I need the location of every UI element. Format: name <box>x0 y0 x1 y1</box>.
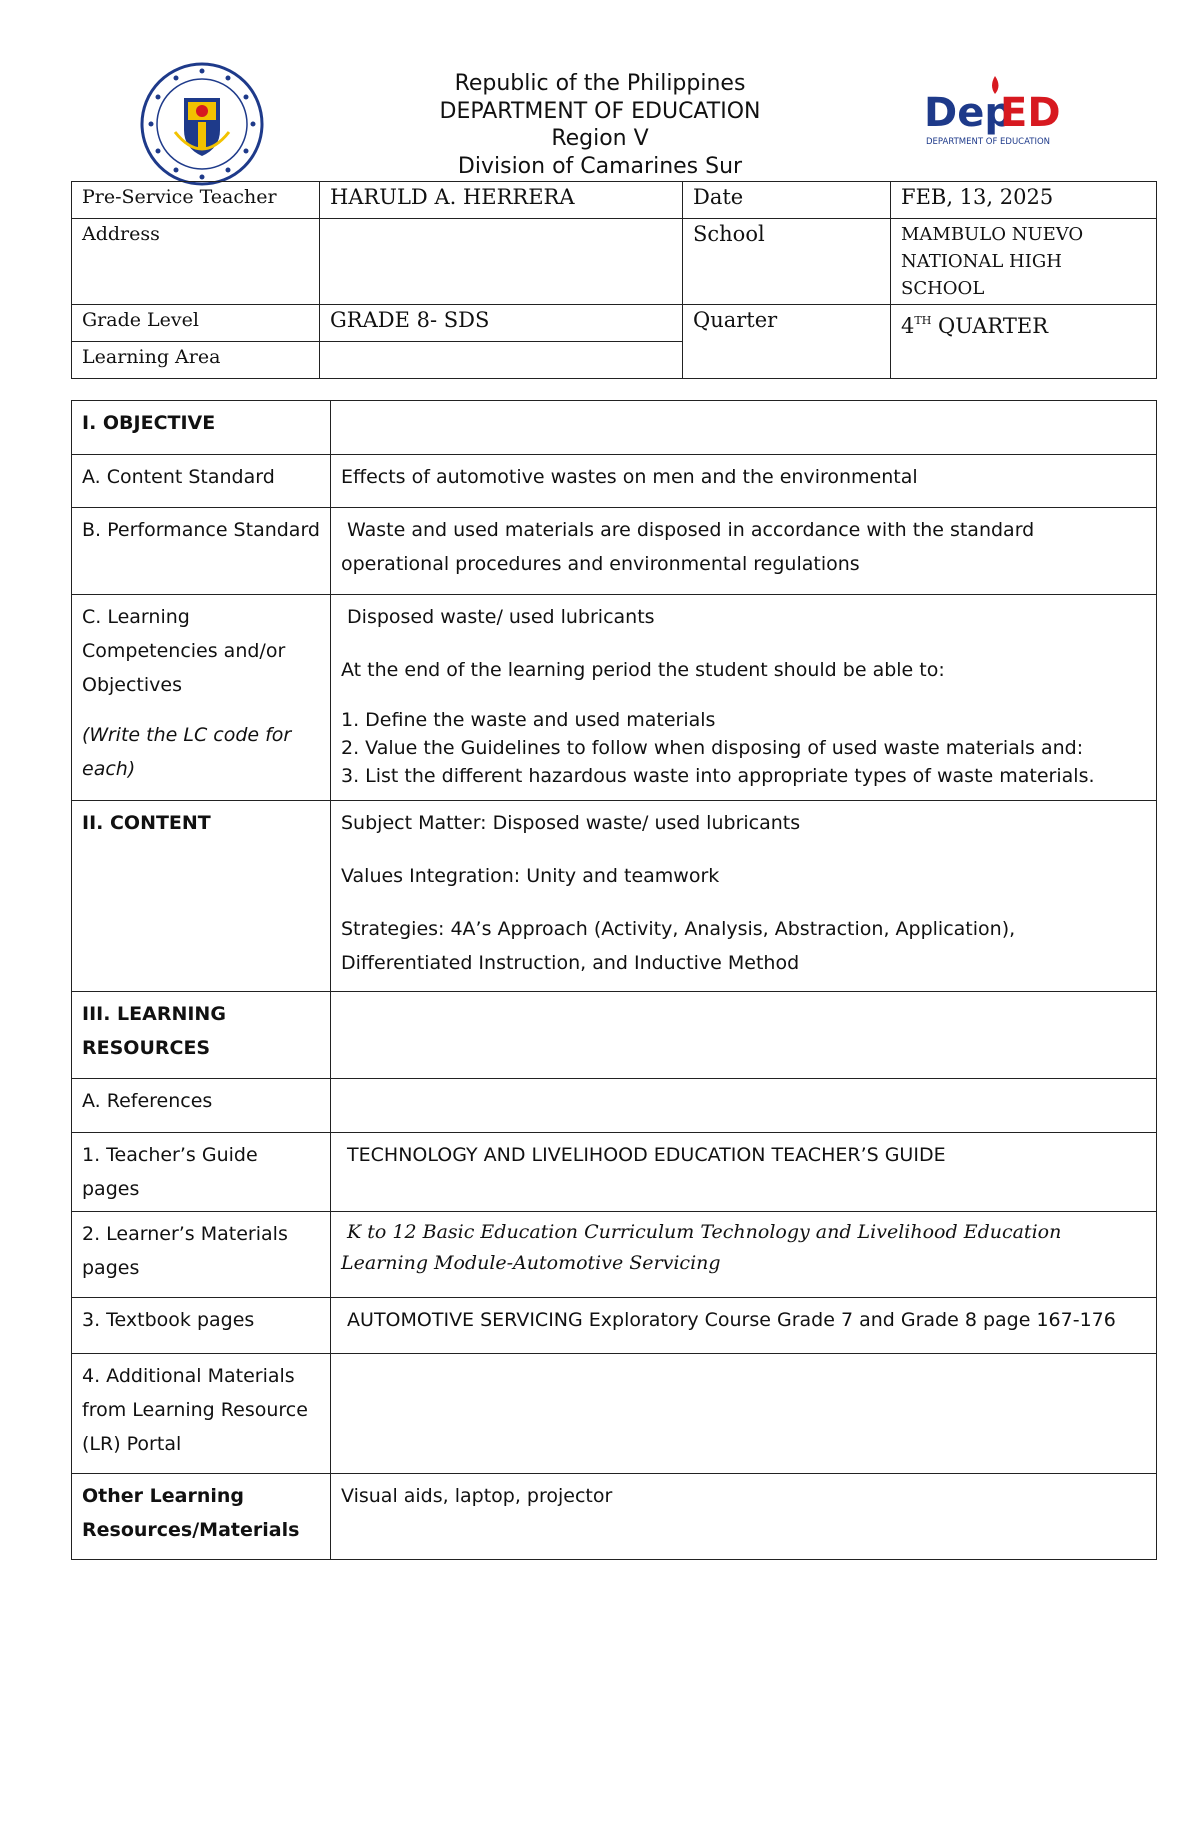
teacher-guide-label: 1. Teacher’s Guide pages <box>72 1133 331 1212</box>
header-line-region: Region V <box>551 126 649 151</box>
teacher-label: Pre-Service Teacher <box>72 182 320 219</box>
date-label: Date <box>683 182 891 219</box>
teacher-value: HARULD A. HERRERA <box>320 182 683 219</box>
grade-value: GRADE 8- SDS <box>320 305 683 342</box>
textbook-value: AUTOMOTIVE SERVICING Exploratory Course Grade 7 and Grade 8 page 167-176 <box>331 1298 1157 1354</box>
lesson-plan-table <box>71 400 1157 1560</box>
school-value: MAMBULO NUEVO NATIONAL HIGH SCHOOL <box>891 219 1157 305</box>
competencies-title: Disposed waste/ used lubricants <box>341 606 655 628</box>
additional-materials-value <box>331 1354 1157 1474</box>
address-label: Address <box>72 219 320 305</box>
quarter-value <box>891 305 1157 379</box>
content-value <box>331 801 1157 992</box>
header-line-republic: Republic of the Philippines <box>454 71 746 96</box>
teacher-info-table <box>71 181 1157 379</box>
objective-value <box>331 401 1157 455</box>
competency-item: 2. Value the Guidelines to follow when disposing of used waste materials and: <box>341 737 1084 759</box>
learner-materials-label: 2. Learner’s Materials pages <box>72 1212 331 1298</box>
content-standard-value: Effects of automotive wastes on men and the environmental <box>331 455 1157 508</box>
objective-label: I. OBJECTIVE <box>72 401 331 455</box>
header-line-department: DEPARTMENT OF EDUCATION <box>439 98 761 124</box>
performance-standard-label: B. Performance Standard <box>72 508 331 595</box>
quarter-number: 4 <box>901 314 915 338</box>
strategies: Strategies: 4A’s Approach (Activity, Analysis, Abstraction, Application), Differentiated Instruction, and Inductive Method <box>341 918 1016 974</box>
deped-logo-icon <box>918 70 1078 150</box>
learning-area-value <box>320 342 683 379</box>
competencies-note: (Write the LC code for each) <box>82 724 292 780</box>
svg-text:ED: ED <box>1000 90 1061 136</box>
competencies-value <box>331 595 1157 801</box>
competency-item: 3. List the different hazardous waste into appropriate types of waste materials. <box>341 765 1095 787</box>
header-line-division: Division of Camarines Sur <box>457 153 743 179</box>
quarter-text: QUARTER <box>931 314 1049 338</box>
other-resources-value: Visual aids, laptop, projector <box>331 1474 1157 1560</box>
subject-matter: Subject Matter: Disposed waste/ used lubricants <box>341 812 801 834</box>
date-value: FEB, 13, 2025 <box>891 182 1157 219</box>
references-label: A. References <box>72 1079 331 1133</box>
address-value <box>320 219 683 305</box>
svg-text:DEPARTMENT OF EDUCATION: DEPARTMENT OF EDUCATION <box>926 137 1051 147</box>
letterhead <box>0 60 1200 180</box>
resources-label: III. LEARNING RESOURCES <box>72 992 331 1079</box>
quarter-label: Quarter <box>683 305 891 379</box>
content-label: II. CONTENT <box>72 801 331 992</box>
competencies-intro: At the end of the learning period the student should be able to: <box>341 659 945 681</box>
other-resources-label: Other Learning Resources/Materials <box>72 1474 331 1560</box>
competencies-label-cell <box>72 595 331 801</box>
quarter-suffix: TH <box>914 314 932 327</box>
textbook-label: 3. Textbook pages <box>72 1298 331 1354</box>
values-integration: Values Integration: Unity and teamwork <box>341 865 720 887</box>
grade-label: Grade Level <box>72 305 320 342</box>
competencies-label: C. Learning Competencies and/or Objectives <box>82 606 286 696</box>
resources-value <box>331 992 1157 1079</box>
learning-area-label: Learning Area <box>72 342 320 379</box>
content-standard-label: A. Content Standard <box>72 455 331 508</box>
svg-text:Dep: Dep <box>924 90 1013 136</box>
additional-materials-label: 4. Additional Materials from Learning Resource (LR) Portal <box>72 1354 331 1474</box>
learner-materials-value: K to 12 Basic Education Curriculum Technology and Livelihood Education Learning Module-Automotive Servicing <box>331 1212 1157 1298</box>
teacher-guide-value: TECHNOLOGY AND LIVELIHOOD EDUCATION TEACHER’S GUIDE <box>331 1133 1157 1212</box>
competency-item: 1. Define the waste and used materials <box>341 709 716 731</box>
references-value <box>331 1079 1157 1133</box>
school-label: School <box>683 219 891 305</box>
performance-standard-value: Waste and used materials are disposed in accordance with the standard operational procedures and environmental regulations <box>331 508 1157 595</box>
